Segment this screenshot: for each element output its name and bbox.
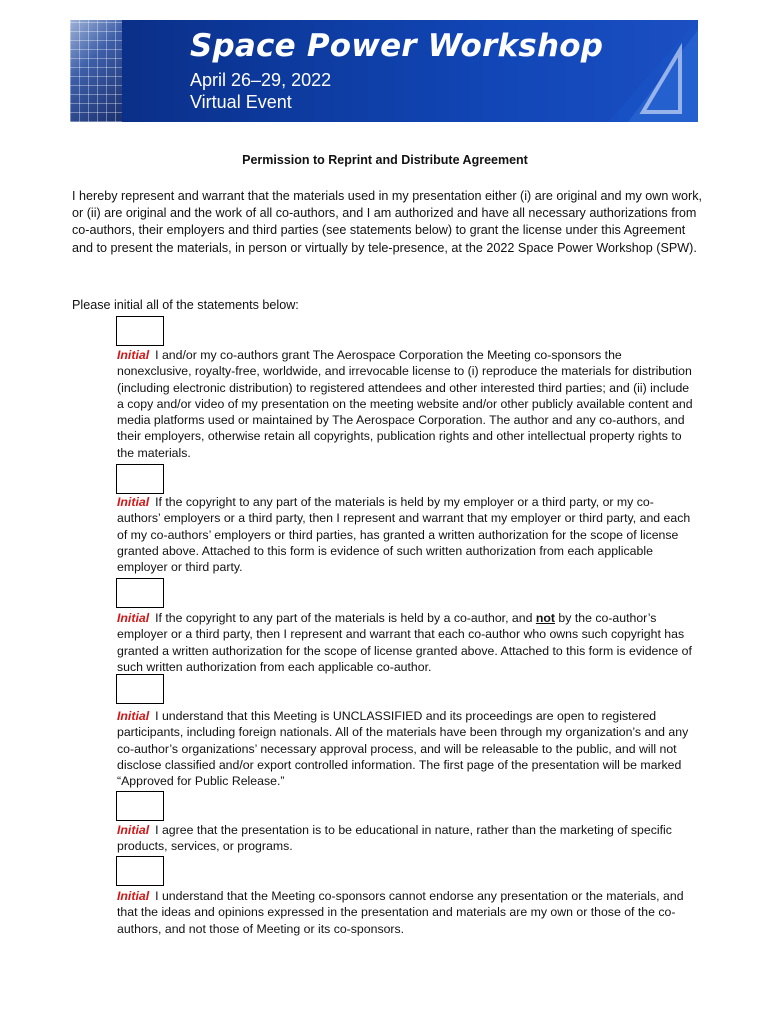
- initial-field-6[interactable]: [116, 856, 164, 886]
- aerospace-logo-icon: [588, 20, 698, 122]
- statement-text-after: by the co-author’s employer or a third party, then I represent and warrant that each co-author who owns such copyright has granted a written authorization for the scope of license granted above. Attached to this form is evidence of such written authorization from each applicable co-author.: [117, 611, 692, 674]
- intro-paragraph: I hereby represent and warrant that the materials used in my presentation either (i) are original and my own work, or (ii) are original and the work of all co-authors, and I am authorized and have all necessary authorizations from co-authors, their employers and third parties (see statements below) to grant the license under this Agreement and to present the materials, in person or virtually by tele-presence, at the 2022 Space Power Workshop (SPW).: [72, 189, 702, 255]
- document-title: Permission to Reprint and Distribute Agreement: [242, 153, 528, 167]
- statement-2: [117, 494, 697, 575]
- statement-text: I understand that this Meeting is UNCLASSIFIED and its proceedings are open to registered participants, including foreign nationals. All of the materials have been through my organization’s and any co-author’s organizations’ necessary approval process, and will be releasable to the public, and will not disclose classified and/or export controlled information. The first page of the presentation will be marked “Approved for Public Release.”: [117, 709, 689, 789]
- statement-1: [117, 347, 697, 461]
- statement-4: [117, 708, 697, 789]
- emphasis-not: not: [535, 611, 555, 625]
- banner-date: April 26–29, 2022: [190, 70, 332, 90]
- initial-label: Initial: [117, 823, 150, 837]
- statement-text: I agree that the presentation is to be educational in nature, rather than the marketing of specific products, services, or programs.: [117, 823, 672, 854]
- instruction-text: Please initial all of the statements below:: [72, 298, 299, 312]
- statement-text: If the copyright to any part of the materials is held by my employer or a third party, or my co-authors’ employers or a third party, then I represent and warrant that my employer or third party, and each of my co-authors’ employers or third parties, has granted a written authorization for the scope of license granted above. Attached to this form is evidence of such written authorization from each applicable employer or third party.: [117, 495, 691, 575]
- statement-5: [117, 822, 697, 855]
- statement-text: I understand that the Meeting co-sponsors cannot endorse any presentation or the materials, and that the ideas and opinions expressed in the presentation and materials are my own or those of the co-authors, and not those of Meeting or its co-sponsors.: [117, 889, 684, 936]
- initial-label: Initial: [117, 709, 150, 723]
- header-banner: [70, 20, 698, 122]
- initial-field-4[interactable]: [116, 674, 164, 704]
- solar-panel-image: [70, 20, 122, 122]
- initial-label: Initial: [117, 348, 150, 362]
- initial-field-2[interactable]: [116, 464, 164, 494]
- initial-label: Initial: [117, 495, 150, 509]
- initial-field-5[interactable]: [116, 791, 164, 821]
- statement-text: I and/or my co-authors grant The Aerospace Corporation the Meeting co-sponsors the nonexclusive, royalty-free, worldwide, and irrevocable license to (i) reproduce the materials for distribution (including electronic distribution) to registered attendees and other interested third parties; and (ii) include a copy and/or video of my presentation on the meeting website and/or other publicly available content and media platforms used or maintained by The Aerospace Corporation. The author and any co-authors, and their employers, otherwise retain all copyrights, publication rights and other intellectual property rights to the materials.: [117, 348, 693, 460]
- initial-field-1[interactable]: [116, 316, 164, 346]
- statement-text-before: If the copyright to any part of the materials is held by a co-author, and: [155, 611, 536, 625]
- initial-field-3[interactable]: [116, 578, 164, 608]
- banner-title: Space Power Workshop: [190, 28, 604, 64]
- statement-3: [117, 610, 697, 675]
- initial-label: Initial: [117, 611, 150, 625]
- banner-subtitle: Virtual Event: [190, 92, 292, 112]
- statement-6: [117, 888, 697, 937]
- initial-label: Initial: [117, 889, 150, 903]
